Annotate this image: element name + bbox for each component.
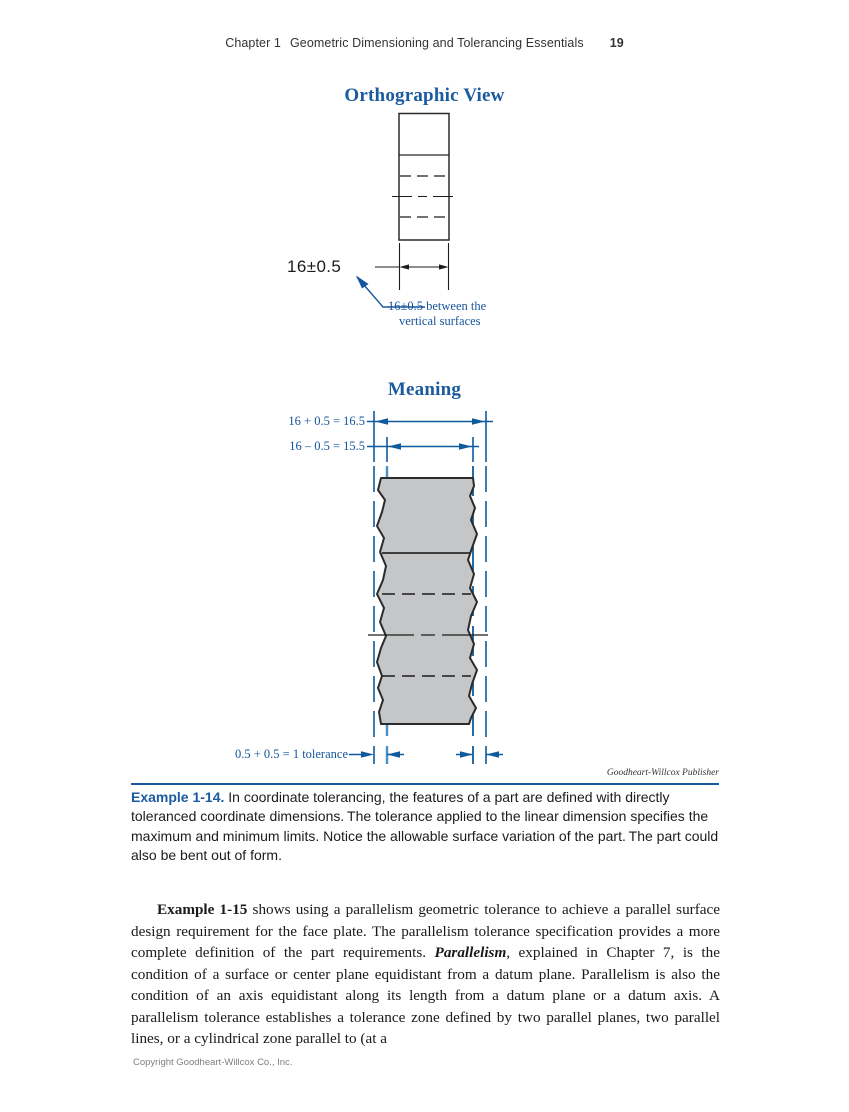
body-text-run-1: shows using a parallelism geometric tolerance to achieve a parallel surface design requirement for the face plate. The parallelism tolerance specification provides a more complete definition of the part requirements.: [131, 901, 720, 962]
figure-caption: [131, 788, 721, 865]
dimension-arrow-right: [439, 264, 449, 269]
caption-text: In coordinate tolerancing, the features of a part are defined with directly toleranced coordinate dimensions. The tolerance applied to the linear dimension specifies the maximum and minimum limits. Notice the allowable surface variation of the part. The part could also be bent out of form.: [131, 789, 719, 863]
footer-copyright: Copyright Goodheart-Willcox Co., Inc.: [133, 1057, 293, 1068]
callout-arrowhead: [356, 276, 369, 289]
dimension-arrow-left: [400, 264, 410, 269]
tolerance-arrow-2: [387, 751, 400, 757]
caption-label: Example 1-14.: [131, 789, 225, 805]
orthographic-view-heading: Orthographic View: [344, 85, 505, 106]
orthographic-callout-line2: vertical surfaces: [399, 314, 481, 328]
tolerance-label: 0.5 + 0.5 = 1 tolerance: [234, 747, 348, 761]
lower-limit-arrow-right: [459, 443, 472, 449]
running-head-title: Geometric Dimensioning and Tolerancing Essentials: [289, 36, 584, 50]
body-bold-run-0: Example 1-15: [157, 901, 248, 919]
lower-limit-label: 16 – 0.5 = 15.5: [289, 439, 365, 453]
lower-limit-arrow-left: [388, 443, 401, 449]
body-term-parallelism: Parallelism: [434, 944, 507, 962]
upper-limit-arrow-left: [375, 418, 388, 424]
meaning-heading: Meaning: [387, 379, 462, 400]
page-number: 19: [609, 36, 624, 50]
caption-rule: [131, 783, 719, 785]
body-text-run-3: , explained in Chapter 7, is the condition of a surface or center plane equidistant from a datum plane. Parallelism is also the condition of an axis equidistant along its length from a datum plane or a datum axis. A parallelism tolerance establishes a tolerance zone defined by two parallel planes, two parallel lines, or a cylindrical zone parallel to (at a: [131, 944, 720, 1048]
part-cross-section: [377, 478, 477, 724]
running-head-chapter: Chapter 1: [225, 36, 281, 50]
figure-credit: Goodheart-Willcox Publisher: [606, 768, 719, 778]
upper-limit-arrow-right: [472, 418, 485, 424]
tolerance-arrow-4: [486, 751, 499, 757]
upper-limit-label: 16 + 0.5 = 16.5: [288, 414, 365, 428]
part-outline-rect: [399, 114, 449, 241]
orthographic-callout-line1: 16±0.5 between the: [388, 299, 487, 313]
body-paragraph: [131, 899, 720, 1050]
orthographic-drawing: [356, 114, 456, 308]
meaning-drawing: [349, 411, 503, 764]
orthographic-dimension-text: 16±0.5: [287, 257, 342, 276]
tolerance-arrow-3: [460, 751, 473, 757]
tolerance-arrow-1: [361, 751, 374, 757]
